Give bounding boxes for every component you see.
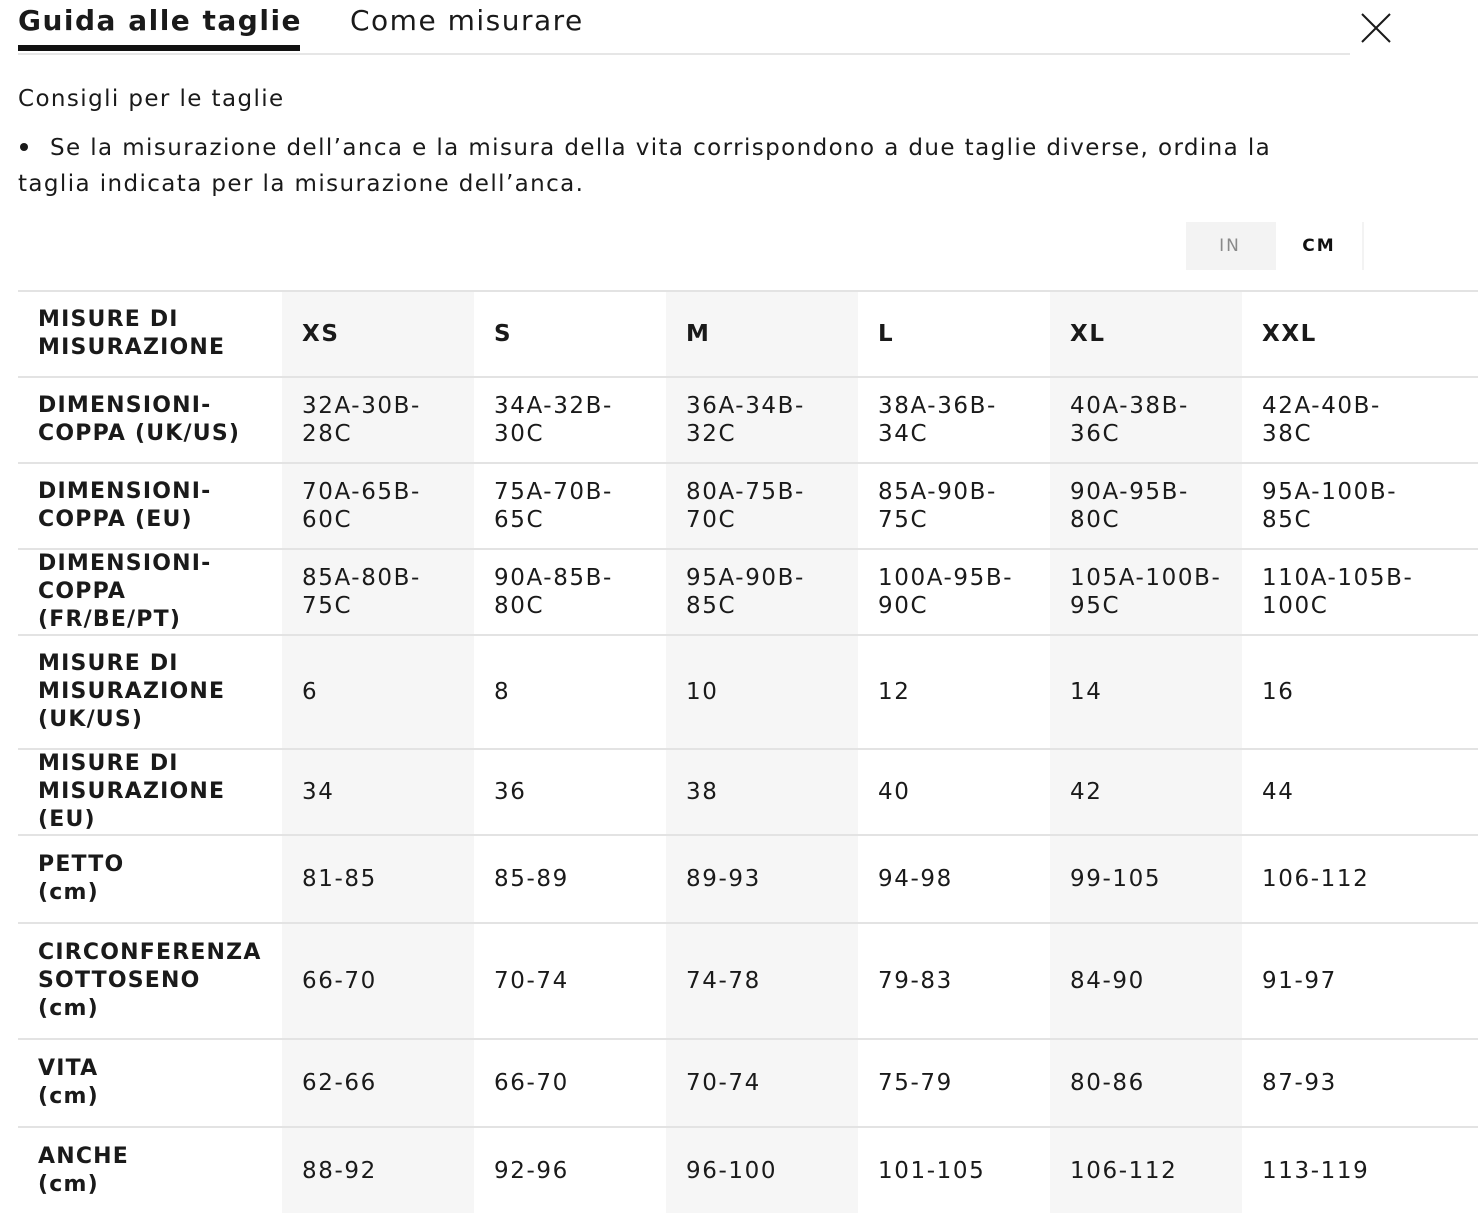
table-cell: 96-100: [666, 1127, 858, 1213]
table-cell: 100A-95B- 90C: [858, 549, 1050, 635]
size-header-label: MISURE DI MISURAZIONE: [18, 291, 282, 377]
size-header-cell: XL: [1050, 291, 1242, 377]
table-cell: 75A-70B- 65C: [474, 463, 666, 549]
table-cell: 91-97: [1242, 923, 1478, 1039]
table-cell: 38: [666, 749, 858, 835]
table-cell: 85A-80B- 75C: [282, 549, 474, 635]
table-cell: 36: [474, 749, 666, 835]
table-cell: 32A-30B- 28C: [282, 377, 474, 463]
table-row: [18, 923, 1478, 1039]
table-cell: 105A-100B- 95C: [1050, 549, 1242, 635]
table-cell: 34A-32B- 30C: [474, 377, 666, 463]
table-cell: 84-90: [1050, 923, 1242, 1039]
table-row: [18, 549, 1478, 635]
unit-toggle: [1186, 222, 1364, 270]
table-cell: 80-86: [1050, 1039, 1242, 1127]
table-cell: 81-85: [282, 835, 474, 923]
table-cell: 12: [858, 635, 1050, 749]
row-label: DIMENSIONI- COPPA (EU): [18, 463, 282, 549]
table-cell: 66-70: [474, 1039, 666, 1127]
table-cell: 40A-38B- 36C: [1050, 377, 1242, 463]
table-cell: 90A-95B- 80C: [1050, 463, 1242, 549]
sizing-tip-text: Se la misurazione dell’anca e la misura della vita corrispondono a due taglie diverse, ordina la taglia indicata per la misurazione dell’anca.: [18, 135, 1272, 197]
table-cell: 106-112: [1050, 1127, 1242, 1213]
sizing-tips-title: Consigli per le taglie: [18, 86, 285, 112]
table-cell: 16: [1242, 635, 1478, 749]
row-label: VITA (cm): [18, 1039, 282, 1127]
table-cell: 70A-65B- 60C: [282, 463, 474, 549]
tab-size-guide[interactable]: Guida alle taglie: [18, 4, 303, 37]
table-row: [18, 749, 1478, 835]
size-guide-tabs: [18, 0, 1350, 55]
table-cell: 62-66: [282, 1039, 474, 1127]
table-cell: 74-78: [666, 923, 858, 1039]
table-cell: 110A-105B- 100C: [1242, 549, 1478, 635]
table-cell: 66-70: [282, 923, 474, 1039]
table-cell: 42: [1050, 749, 1242, 835]
table-cell: 70-74: [666, 1039, 858, 1127]
size-table-container[interactable]: [18, 290, 1414, 1198]
table-cell: 42A-40B- 38C: [1242, 377, 1478, 463]
table-row: [18, 377, 1478, 463]
size-header-cell: M: [666, 291, 858, 377]
table-cell: 44: [1242, 749, 1478, 835]
active-tab-indicator: [18, 45, 300, 51]
size-header-cell: L: [858, 291, 1050, 377]
table-cell: 95A-90B- 85C: [666, 549, 858, 635]
size-header-cell: S: [474, 291, 666, 377]
sizing-tip: [18, 130, 1318, 202]
row-label: MISURE DI MISURAZIONE (UK/US): [18, 635, 282, 749]
table-cell: 99-105: [1050, 835, 1242, 923]
table-cell: 80A-75B- 70C: [666, 463, 858, 549]
table-cell: 8: [474, 635, 666, 749]
size-header-cell: XS: [282, 291, 474, 377]
table-cell: 14: [1050, 635, 1242, 749]
table-cell: 40: [858, 749, 1050, 835]
close-icon[interactable]: [1358, 10, 1368, 46]
row-label: MISURE DI MISURAZIONE (EU): [18, 749, 282, 835]
table-row: [18, 635, 1478, 749]
table-row: [18, 1039, 1478, 1127]
row-label: CIRCONFERENZA SOTTOSENO (cm): [18, 923, 282, 1039]
table-row: [18, 1127, 1478, 1213]
row-label: DIMENSIONI- COPPA (FR/BE/PT): [18, 549, 282, 635]
table-cell: 10: [666, 635, 858, 749]
row-label: DIMENSIONI- COPPA (UK/US): [18, 377, 282, 463]
table-cell: 88-92: [282, 1127, 474, 1213]
table-cell: 90A-85B- 80C: [474, 549, 666, 635]
tab-how-to-measure[interactable]: Come misurare: [350, 4, 584, 37]
table-cell: 94-98: [858, 835, 1050, 923]
table-cell: 95A-100B- 85C: [1242, 463, 1478, 549]
bullet-icon: [20, 143, 28, 151]
table-row: [18, 463, 1478, 549]
table-cell: 101-105: [858, 1127, 1050, 1213]
table-cell: 34: [282, 749, 474, 835]
size-table: [18, 290, 1478, 1213]
table-cell: 106-112: [1242, 835, 1478, 923]
table-cell: 36A-34B- 32C: [666, 377, 858, 463]
table-cell: 87-93: [1242, 1039, 1478, 1127]
table-cell: 85-89: [474, 835, 666, 923]
table-row: [18, 835, 1478, 923]
unit-in-button[interactable]: IN: [1219, 236, 1241, 256]
size-header-cell: XXL: [1242, 291, 1478, 377]
table-cell: 70-74: [474, 923, 666, 1039]
table-cell: 6: [282, 635, 474, 749]
table-cell: 79-83: [858, 923, 1050, 1039]
table-cell: 75-79: [858, 1039, 1050, 1127]
table-cell: 38A-36B- 34C: [858, 377, 1050, 463]
table-cell: 92-96: [474, 1127, 666, 1213]
table-cell: 89-93: [666, 835, 858, 923]
table-cell: 113-119: [1242, 1127, 1478, 1213]
row-label: PETTO (cm): [18, 835, 282, 923]
row-label: ANCHE (cm): [18, 1127, 282, 1213]
unit-cm-button[interactable]: CM: [1276, 222, 1362, 270]
table-cell: 85A-90B- 75C: [858, 463, 1050, 549]
size-header-row: [18, 291, 1478, 377]
